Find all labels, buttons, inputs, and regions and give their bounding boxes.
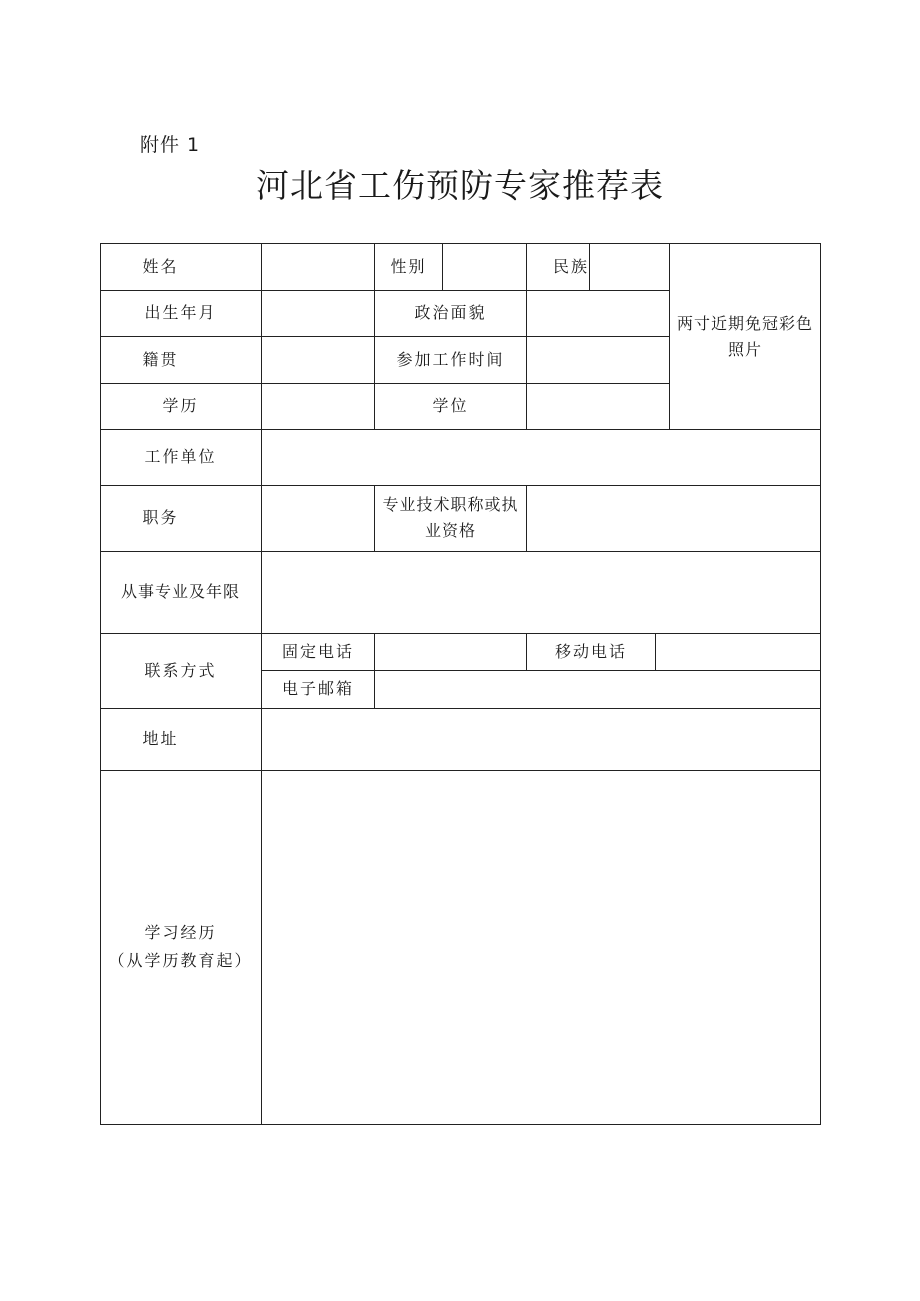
label-work-start-date: 参加工作时间 (396, 349, 505, 369)
degree-field[interactable] (527, 384, 669, 429)
birth-date-field[interactable] (262, 291, 374, 336)
position-field[interactable] (262, 486, 374, 551)
label-political-status: 政治面貌 (414, 303, 487, 322)
label-employer: 工作单位 (144, 447, 217, 466)
label-gender: 性别 (390, 256, 427, 276)
label-address: 地址 (142, 729, 179, 748)
label-position: 职务 (142, 508, 179, 527)
address-field[interactable] (262, 709, 820, 770)
landline-field[interactable] (375, 634, 526, 670)
label-study-history (100, 770, 261, 1124)
label-professional-title-line2: 业资格 (424, 521, 476, 540)
mobile-field[interactable] (656, 634, 820, 670)
label-mobile: 移动电话 (554, 641, 627, 661)
form-border-right (820, 243, 821, 1125)
label-birth-date: 出生年月 (144, 303, 217, 322)
professional-title-field[interactable] (527, 486, 820, 551)
native-place-field[interactable] (262, 337, 374, 383)
education-field[interactable] (262, 384, 374, 429)
name-field[interactable] (262, 244, 374, 290)
page-title: 河北省工伤预防专家推荐表 (256, 166, 664, 205)
work-start-date-field[interactable] (527, 337, 669, 383)
political-status-field[interactable] (527, 291, 669, 336)
label-study-history-line1: 学习经历 (144, 923, 217, 942)
label-native-place: 籍贯 (142, 349, 179, 369)
label-education: 学历 (162, 396, 199, 415)
label-ethnicity-text: 民族 (552, 256, 589, 276)
photo-hint-line1: 两寸近期免冠彩色 (676, 313, 813, 333)
attachment-label: 附件 1 (140, 134, 201, 156)
label-professional-title (375, 485, 526, 551)
form-border-bottom (100, 1124, 821, 1125)
label-email: 电子邮箱 (281, 679, 354, 698)
gender-field[interactable] (443, 244, 526, 290)
label-study-history-line2: （从学历教育起） (108, 951, 253, 970)
email-field[interactable] (375, 671, 820, 708)
study-history-field[interactable] (262, 771, 820, 1124)
employer-field[interactable] (262, 430, 820, 485)
label-contact: 联系方式 (144, 660, 217, 680)
specialty-years-field[interactable] (262, 552, 820, 633)
photo-box[interactable] (670, 244, 820, 429)
label-professional-title-line1: 专业技术职称或执 (382, 495, 519, 514)
ethnicity-field[interactable] (590, 244, 669, 290)
label-name: 姓名 (142, 256, 179, 276)
label-specialty-years: 从事专业及年限 (120, 582, 240, 601)
recommendation-form (100, 243, 821, 1125)
label-landline: 固定电话 (281, 641, 354, 661)
label-degree: 学位 (432, 396, 469, 415)
photo-hint-line2: 照片 (727, 339, 762, 359)
